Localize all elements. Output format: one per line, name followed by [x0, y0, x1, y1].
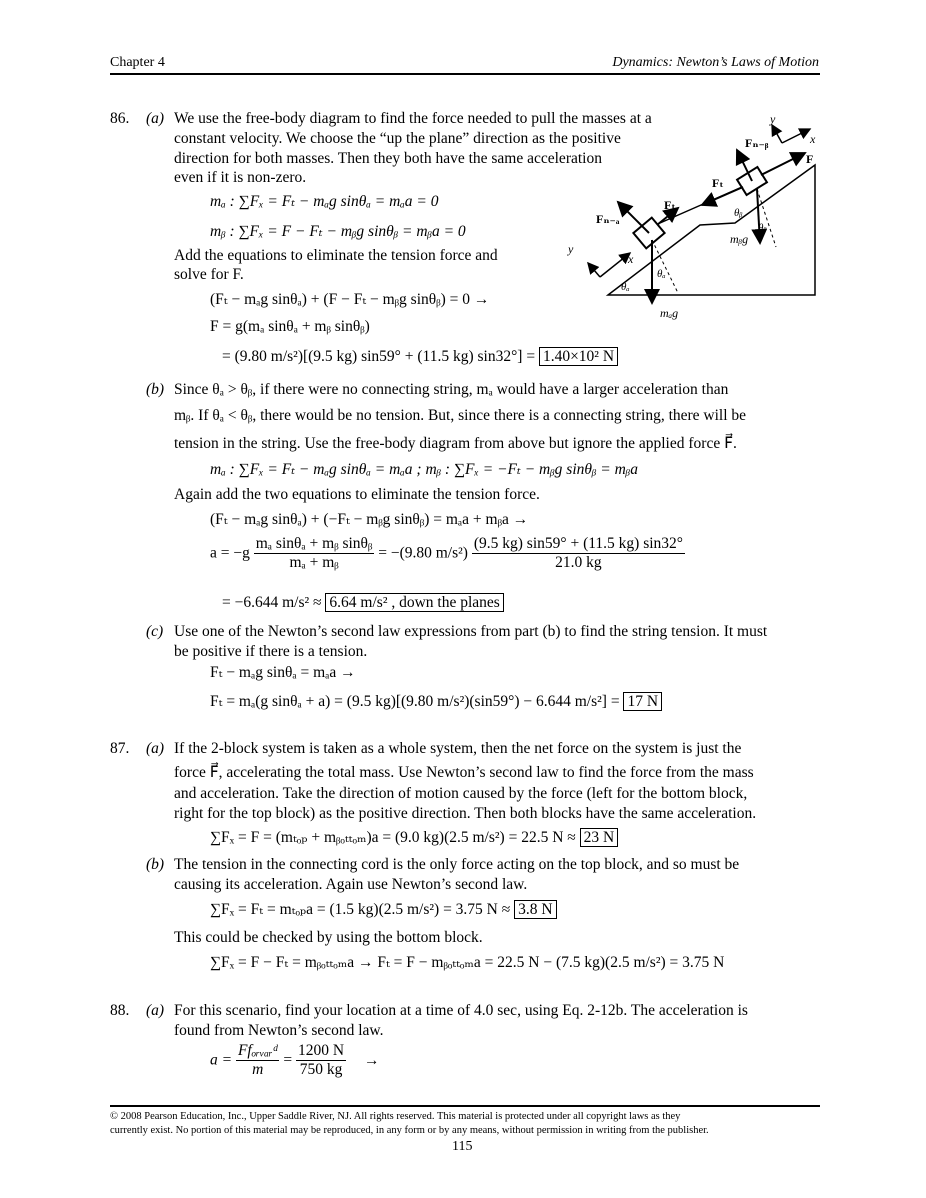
footer-rule: [110, 1105, 820, 1107]
p87-part-b-label: (b): [146, 856, 165, 873]
label-mAg: mₐg: [660, 306, 679, 320]
p86-a-line1: We use the free-body diagram to find the force needed to pull the masses at a: [174, 110, 652, 127]
part-c-label: (c): [146, 623, 164, 640]
answer-box-86c: 17 N: [623, 692, 662, 711]
label-thetaB-2: θᵦ: [758, 222, 767, 234]
fraction-2-denominator: 21.0 kg: [555, 554, 602, 571]
label-x-A: x: [628, 252, 634, 266]
p86-eq-mB: mᵦ : ∑Fₓ = F − Fₜ − mᵦg sinθᵦ = mᵦa = 0: [210, 223, 466, 240]
part-b-label: (b): [146, 381, 165, 398]
p86-c-eq2-text: Fₜ = mₐ(g sinθₐ + a) = (9.5 kg)[(9.80 m/s²)(sin59°) − 6.644 m/s²] =: [210, 693, 620, 710]
label-y-A: y: [568, 242, 574, 256]
p86-a-line6: solve for F.: [174, 266, 244, 283]
problem-number-87: 87.: [110, 740, 130, 757]
label-mBg: mᵦg: [730, 232, 749, 246]
part-a-label: (a): [146, 110, 165, 127]
normal-force-A-arrow: [618, 202, 649, 233]
p87-a-line3: and acceleration. Take the direction of motion caused by the force (left for the bottom block,: [174, 785, 748, 802]
answer-box-86b: 6.64 m/s² , down the planes: [325, 593, 503, 612]
problem-number-86: 86.: [110, 110, 130, 127]
fraction-1-denominator: mₐ + mᵦ: [289, 554, 339, 571]
weight-A-component: [652, 240, 678, 293]
axis-y-B: [772, 125, 782, 143]
p86-a-line2: constant velocity. We choose the “up the plane” direction as the positive: [174, 130, 621, 147]
fraction-1: [254, 535, 375, 572]
applied-force-arrow: [761, 153, 805, 175]
p88-fraction-2-numerator: 1200 N: [297, 1042, 345, 1059]
p88-part-a-label: (a): [146, 1002, 165, 1019]
p86-a-line5: Add the equations to eliminate the tension force and: [174, 247, 498, 264]
header-chapter: Chapter 4: [110, 55, 165, 70]
p87-b-line1: The tension in the connecting cord is the only force acting on the top block, and so must be: [174, 856, 740, 873]
label-FNB: Fₙ₋ᵦ: [745, 136, 769, 150]
p87-a-line2: force F⃗, accelerating the total mass. Use Newton’s second law to find the force from the mass: [174, 764, 754, 781]
p88-fraction-1-denominator: m: [252, 1061, 264, 1078]
axis-y-A: [588, 263, 600, 277]
p88-eq: a = $\frac{\text{Ffₒᵣᵥₐᵣᵈ}}{m}$ = $\frac{1200 N}{750 kg}$ →: [210, 1042, 380, 1078]
p86-b-line3: tension in the string. Use the free-body diagram from above but ignore the applied force F⃗.: [174, 435, 737, 452]
p86-c-eq2: [210, 692, 662, 711]
fraction-1-numerator: mₐ sinθₐ + mᵦ sinθᵦ: [255, 535, 373, 552]
p88-a-line2: found from Newton’s second law.: [174, 1022, 384, 1039]
p87-a-eq: [210, 828, 618, 847]
axis-x-A: [600, 253, 630, 277]
p87-b-eq2: ∑Fₓ = F − Fₜ = mᵦₒₜₜₒₘa → Fₜ = F − mᵦₒₜₜₒₘa = 22.5 N − (7.5 kg)(2.5 m/s²) = 3.75 N: [210, 954, 725, 971]
label-x-B: x: [810, 132, 816, 146]
fraction-2: [472, 535, 685, 572]
footer-copyright-line2: currently exist. No portion of this material may be reproduced, in any form or by any means, without permission in writing from the publisher.: [110, 1125, 709, 1136]
p86-c-line1: Use one of the Newton’s second law expressions from part (b) to find the string tension. It must: [174, 623, 768, 640]
p86-c-eq1: Fₜ − mₐg sinθₐ = mₐa →: [210, 664, 356, 681]
label-FNA: Fₙ₋ₐ: [596, 212, 620, 226]
p86-b-eq4-text: = −6.644 m/s² ≈: [222, 594, 322, 611]
p86-eq-sum: (Fₜ − mₐg sinθₐ) + (F − Fₜ − mᵦg sinθᵦ) = 0 →: [210, 291, 490, 308]
footer-copyright-line1: © 2008 Pearson Education, Inc., Upper Saddle River, NJ. All rights reserved. This material is protected under all copyright laws as they: [110, 1111, 681, 1122]
p86-a-line4: even if it is non-zero.: [174, 169, 307, 186]
p86-eq-mA: mₐ : ∑Fₓ = Fₜ − mₐg sinθₐ = mₐa = 0: [210, 193, 439, 210]
p86-b-line2: mᵦ. If θₐ < θᵦ, there would be no tension. But, since there is a connecting string, there will be: [174, 407, 747, 424]
p87-part-a-label: (a): [146, 740, 165, 757]
p88-fraction-2: [296, 1042, 346, 1079]
p86-b-eq4: [222, 594, 504, 612]
p86-b-eq1: mₐ : ∑Fₓ = Fₜ − mₐg sinθₐ = mₐa ; mᵦ : ∑Fₓ = −Fₜ − mᵦg sinθᵦ = mᵦa: [210, 461, 638, 478]
p86-b-eq2: (Fₜ − mₐg sinθₐ) + (−Fₜ − mᵦg sinθᵦ) = mₐa + mᵦa →: [210, 511, 529, 528]
label-thetaA-2: θₐ: [621, 281, 630, 293]
label-thetaA-1: θₐ: [657, 268, 666, 280]
free-body-diagram: [560, 105, 830, 325]
label-thetaB-1: θᵦ: [734, 207, 743, 219]
p87-a-line4: right for the top block) as the positive direction. Then both blocks have the same acceleration.: [174, 805, 757, 822]
p86-b-eq3-mid: = −(9.80 m/s²): [378, 544, 468, 562]
p88-a-line1: For this scenario, find your location at a time of 4.0 sec, using Eq. 2-12b. The acceleration is: [174, 1002, 748, 1019]
answer-box-86a: 1.40×10² N: [539, 347, 618, 366]
p86-eq-numeric: [222, 348, 618, 366]
p88-fraction-2-denominator: 750 kg: [299, 1061, 343, 1078]
p86-eq-F: F = g(mₐ sinθₐ + mᵦ sinθᵦ): [210, 318, 370, 335]
p86-b-eq3: [210, 535, 685, 572]
p86-b-line4: Again add the two equations to eliminate the tension force.: [174, 486, 540, 503]
p87-b-line3: This could be checked by using the bottom block.: [174, 929, 483, 946]
p86-eq-numeric-text: = (9.80 m/s²)[(9.5 kg) sin59° + (11.5 kg) sin32°] =: [222, 348, 536, 365]
p86-c-line2: be positive if there is a tension.: [174, 643, 368, 660]
p87-b-line2: causing its acceleration. Again use Newton’s second law.: [174, 876, 528, 893]
header-rule: [110, 73, 820, 75]
p87-a-line1: If the 2-block system is taken as a whole system, then the net force on the system is just the: [174, 740, 742, 757]
p87-a-eq-text: ∑Fₓ = F = (mₜₒₚ + mᵦₒₜₜₒₘ)a = (9.0 kg)(2.5 m/s²) = 22.5 N ≈: [210, 829, 576, 846]
answer-box-87b: 3.8 N: [514, 900, 556, 919]
problem-number-88: 88.: [110, 1002, 130, 1019]
p86-b-eq3-lhs: a = −g: [210, 544, 250, 562]
p87-b-eq1-text: ∑Fₓ = Fₜ = mₜₒₚa = (1.5 kg)(2.5 m/s²) = 3.75 N ≈: [210, 901, 511, 918]
label-F: F: [806, 152, 814, 166]
p88-eq-lhs: a =: [210, 1051, 233, 1069]
p88-arrow: →: [363, 1051, 380, 1069]
label-FT-right: Fₜ: [712, 176, 724, 190]
answer-box-87a: 23 N: [580, 828, 619, 847]
p87-b-eq1: [210, 900, 557, 919]
label-FT-left: Fₜ: [664, 198, 676, 212]
p88-fraction-1: [236, 1042, 280, 1079]
label-y-B: y: [770, 112, 776, 126]
page-number: 115: [452, 1139, 473, 1154]
p86-a-line3: direction for both masses. Then they both have the same acceleration: [174, 150, 602, 167]
header-title: Dynamics: Newton’s Laws of Motion: [612, 55, 819, 70]
fraction-2-numerator: (9.5 kg) sin59° + (11.5 kg) sin32°: [473, 535, 683, 552]
axis-x-B: [782, 129, 810, 143]
p88-fraction-1-numerator: Ffₒᵣᵥₐᵣᵈ: [237, 1042, 278, 1059]
p86-b-line1: Since θₐ > θᵦ, if there were no connecting string, mₐ would have a larger acceleration than: [174, 381, 729, 398]
